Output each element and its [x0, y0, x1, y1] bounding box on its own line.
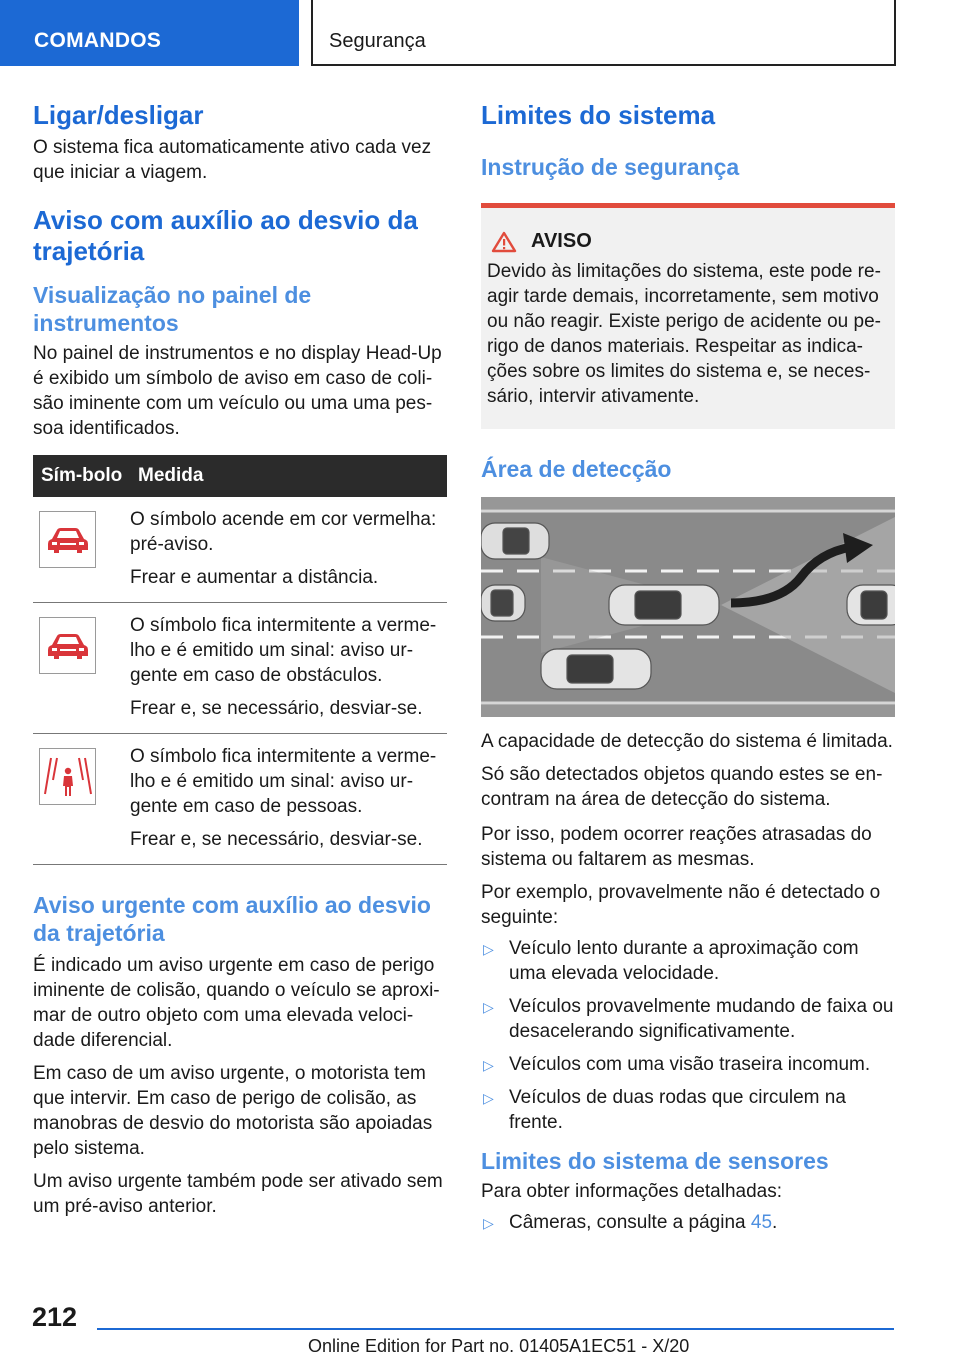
table-row	[33, 734, 447, 865]
left-column	[33, 100, 447, 1219]
car-warning-icon	[39, 617, 96, 674]
warning-title: AVISO	[531, 230, 592, 252]
heading-sensor-limits: Limites do sistema de sensores	[481, 1148, 829, 1174]
table-row	[33, 603, 447, 734]
page-number: 212	[32, 1302, 78, 1332]
column-header-action: Medida	[130, 455, 447, 497]
bullet-triangle-icon: ▷	[483, 1090, 494, 1106]
table-header-row	[33, 455, 447, 497]
row2-text1: O símbolo fica intermitente a verme-lho e é emitido um sinal: aviso ur-gente em caso de obstáculos.	[130, 615, 437, 686]
heading-safety-instruction: Instrução de segurança	[481, 154, 740, 180]
bullet-triangle-icon: ▷	[483, 1057, 494, 1073]
header-topic-box	[311, 0, 896, 66]
paragraph-area-3: Por isso, podem ocorrer reações atrasadas do sistema ou faltarem as mesmas.	[481, 824, 872, 870]
header-section-label: COMANDOS	[34, 29, 162, 52]
row2-text2: Frear e, se necessário, desviar-se.	[130, 698, 423, 719]
heading-urgent-warning: Aviso urgente com auxílio ao desvio da trajetória	[33, 892, 431, 946]
paragraph-on-off: O sistema fica automaticamente ativo cada vez que iniciar a viagem.	[33, 137, 432, 183]
heading-collision-warning: Aviso com auxílio ao desvio da trajetória	[33, 205, 418, 266]
footer-divider	[97, 1328, 894, 1330]
page-reference-link[interactable]: 45	[750, 1212, 773, 1233]
header-topic-label: Segurança	[329, 30, 426, 52]
symbol-table	[33, 455, 447, 865]
list-item: ▷ Veículos provavelmente mudando de faixa ou desacelerando significativamente.	[483, 996, 894, 1042]
paragraph-area-1: A capacidade de detecção do sistema é limitada.	[481, 731, 893, 752]
paragraph-urgent-1: É indicado um aviso urgente em caso de perigo iminente de colisão, quando o veículo se aproxi-mar de outro objeto com uma elevada veloci-dade diferencial.	[33, 955, 440, 1051]
heading-on-off: Ligar/desligar	[33, 100, 204, 130]
warning-box	[481, 203, 895, 429]
list-item: ▷ Veículos com uma visão traseira incomum.	[481, 1052, 895, 1077]
bullet-triangle-icon: ▷	[483, 1215, 494, 1231]
bullet-triangle-icon: ▷	[483, 999, 494, 1015]
paragraph-sensors: Para obter informações detalhadas:	[481, 1181, 783, 1202]
warning-triangle-icon	[491, 231, 517, 253]
row1-text1: O símbolo acende em cor vermelha: pré-aviso.	[130, 509, 437, 555]
list-item: ▷ Veículos de duas rodas que circulem na frente.	[483, 1087, 846, 1133]
paragraph-urgent-3: Um aviso urgente também pode ser ativado sem um pré-aviso anterior.	[33, 1171, 443, 1217]
bullet-triangle-icon: ▷	[483, 941, 494, 957]
row3-text2: Frear e, se necessário, desviar-se.	[130, 829, 423, 850]
pedestrian-warning-icon	[39, 748, 96, 805]
row3-text1: O símbolo fica intermitente a verme-lho e é emitido um sinal: aviso ur-gente em caso de pessoas.	[130, 746, 437, 817]
warning-text: Devido às limitações do sistema, este pode re-agir tarde demais, incorretamente, sem motivo ou não reagir. Existe perigo de acidente ou pe-rigo de danos materiais. Respeitar as indica-ções sobre os limites do sistema e, se neces-sário, intervir ativamente.	[487, 261, 881, 407]
right-column	[481, 100, 895, 1243]
paragraph-instrument-display: No painel de instrumentos e no display Head-Up é exibido um símbolo de aviso em caso de coli-são iminente com um veículo ou uma uma pes-soa identificados.	[33, 343, 442, 439]
heading-system-limits: Limites do sistema	[481, 100, 716, 130]
list-item: ▷ Veículo lento durante a aproximação com uma elevada velocidade.	[483, 938, 859, 984]
heading-detection-area: Área de detecção	[481, 456, 672, 482]
heading-instrument-display: Visualização no painel de instrumentos	[33, 282, 312, 336]
header-section-tab	[0, 0, 299, 66]
paragraph-urgent-2: Em caso de um aviso urgente, o motorista tem que intervir. Em caso de perigo de colisão, as manobras de desvio do motorista são apoiadas pelo sistema.	[33, 1063, 433, 1159]
car-top-left	[481, 523, 549, 559]
reference-list	[481, 1210, 895, 1235]
footer-edition: Online Edition for Part no. 01405A1EC51 - X/20	[308, 1336, 690, 1356]
car-warning-icon	[39, 511, 96, 568]
row1-text2: Frear e aumentar a distância.	[130, 567, 379, 588]
undetected-list	[481, 936, 895, 1135]
list-item: ▷ Câmeras, consulte a página 45.	[481, 1210, 895, 1235]
paragraph-area-2: Só são detectados objetos quando estes se en-contram na área de detecção do sistema.	[481, 764, 883, 810]
detection-area-illustration	[481, 497, 895, 717]
table-row	[33, 497, 447, 603]
column-header-symbol: Sím-bolo	[33, 455, 130, 497]
paragraph-area-4: Por exemplo, provavelmente não é detectado o seguinte:	[481, 882, 881, 928]
